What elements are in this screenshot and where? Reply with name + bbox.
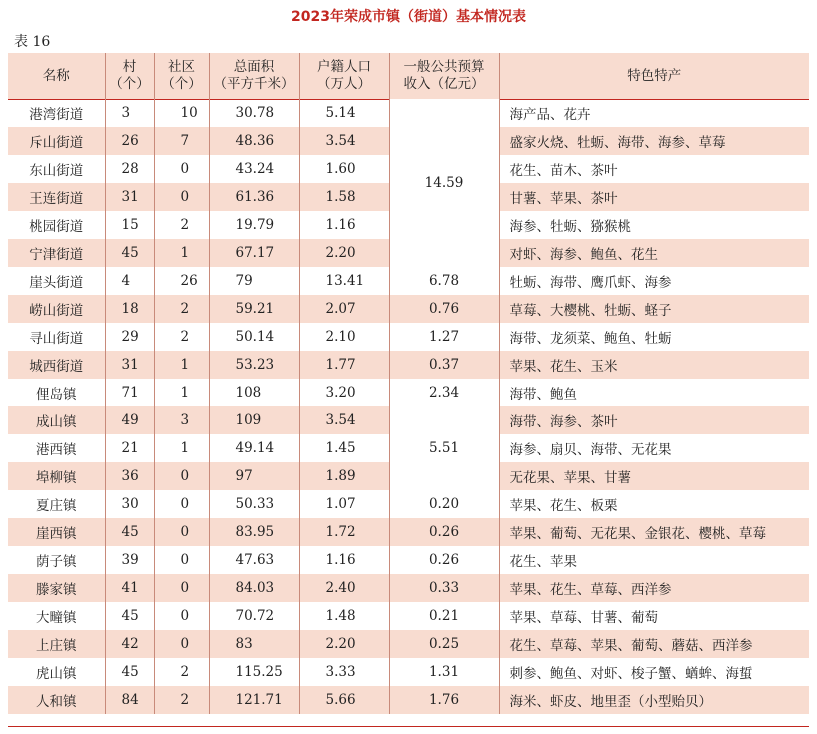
cell-population: 5.66 bbox=[299, 686, 389, 714]
cell-communities: 1 bbox=[154, 239, 209, 267]
cell-villages: 3 bbox=[105, 99, 154, 127]
table-row bbox=[8, 379, 809, 407]
cell-population: 3.54 bbox=[299, 406, 389, 434]
table-row bbox=[8, 602, 809, 630]
cell-communities: 0 bbox=[154, 490, 209, 518]
cell-area: 61.36 bbox=[209, 183, 299, 211]
cell-population: 1.72 bbox=[299, 518, 389, 546]
cell-area: 121.71 bbox=[209, 686, 299, 714]
cell-budget: 0.20 bbox=[389, 490, 499, 518]
cell-population: 1.89 bbox=[299, 462, 389, 490]
cell-specialty: 苹果、葡萄、无花果、金银花、樱桃、草莓 bbox=[499, 518, 809, 546]
cell-communities: 7 bbox=[154, 127, 209, 155]
table-row bbox=[8, 323, 809, 351]
cell-communities: 0 bbox=[154, 630, 209, 658]
cell-budget: 0.76 bbox=[389, 295, 499, 323]
cell-villages: 21 bbox=[105, 434, 154, 462]
cell-area: 49.14 bbox=[209, 434, 299, 462]
cell-population: 1.45 bbox=[299, 434, 389, 462]
table-row bbox=[8, 295, 809, 323]
cell-specialty: 花生、苹果 bbox=[499, 546, 809, 574]
table-row bbox=[8, 574, 809, 602]
cell-villages: 31 bbox=[105, 351, 154, 379]
cell-population: 13.41 bbox=[299, 267, 389, 295]
cell-population: 1.48 bbox=[299, 602, 389, 630]
cell-population: 1.16 bbox=[299, 211, 389, 239]
cell-villages: 84 bbox=[105, 686, 154, 714]
cell-villages: 45 bbox=[105, 518, 154, 546]
town-basic-info-table bbox=[8, 53, 809, 714]
table-row bbox=[8, 518, 809, 546]
cell-specialty: 花生、草莓、苹果、葡萄、蘑菇、西洋参 bbox=[499, 630, 809, 658]
cell-area: 47.63 bbox=[209, 546, 299, 574]
cell-area: 83 bbox=[209, 630, 299, 658]
cell-area: 70.72 bbox=[209, 602, 299, 630]
cell-communities: 2 bbox=[154, 323, 209, 351]
table-row bbox=[8, 686, 809, 714]
header-budget: 一般公共预算 收入（亿元） bbox=[389, 53, 499, 99]
cell-communities: 0 bbox=[154, 462, 209, 490]
cell-area: 97 bbox=[209, 462, 299, 490]
cell-communities: 2 bbox=[154, 295, 209, 323]
table-row bbox=[8, 658, 809, 686]
cell-name: 夏庄镇 bbox=[8, 490, 105, 518]
cell-budget: 0.26 bbox=[389, 518, 499, 546]
cell-population: 1.16 bbox=[299, 546, 389, 574]
cell-population: 3.33 bbox=[299, 658, 389, 686]
cell-budget: 0.26 bbox=[389, 546, 499, 574]
table-number: 表 16 bbox=[14, 34, 51, 50]
cell-population: 2.20 bbox=[299, 239, 389, 267]
cell-population: 3.54 bbox=[299, 127, 389, 155]
cell-specialty: 对虾、海参、鲍鱼、花生 bbox=[499, 239, 809, 267]
cell-specialty: 无花果、苹果、甘薯 bbox=[499, 462, 809, 490]
cell-area: 109 bbox=[209, 406, 299, 434]
cell-specialty: 牡蛎、海带、鹰爪虾、海参 bbox=[499, 267, 809, 295]
cell-villages: 26 bbox=[105, 127, 154, 155]
header-specialty: 特色特产 bbox=[499, 53, 809, 99]
cell-population: 2.40 bbox=[299, 574, 389, 602]
cell-communities: 1 bbox=[154, 351, 209, 379]
cell-villages: 15 bbox=[105, 211, 154, 239]
cell-name: 港西镇 bbox=[8, 434, 105, 462]
cell-budget: 2.34 bbox=[389, 379, 499, 407]
cell-specialty: 花生、苗木、茶叶 bbox=[499, 155, 809, 183]
table-row bbox=[8, 630, 809, 658]
cell-name: 埠柳镇 bbox=[8, 462, 105, 490]
cell-specialty: 海参、牡蛎、猕猴桃 bbox=[499, 211, 809, 239]
cell-name: 桃园街道 bbox=[8, 211, 105, 239]
cell-name: 斥山街道 bbox=[8, 127, 105, 155]
cell-specialty: 盛家火烧、牡蛎、海带、海参、草莓 bbox=[499, 127, 809, 155]
cell-name: 东山街道 bbox=[8, 155, 105, 183]
cell-population: 2.20 bbox=[299, 630, 389, 658]
cell-specialty: 苹果、草莓、甘薯、葡萄 bbox=[499, 602, 809, 630]
cell-communities: 0 bbox=[154, 574, 209, 602]
header-population: 户籍人口 （万人） bbox=[299, 53, 389, 99]
cell-budget: 0.33 bbox=[389, 574, 499, 602]
cell-communities: 0 bbox=[154, 183, 209, 211]
cell-villages: 42 bbox=[105, 630, 154, 658]
cell-name: 大疃镇 bbox=[8, 602, 105, 630]
cell-communities: 3 bbox=[154, 406, 209, 434]
cell-villages: 45 bbox=[105, 602, 154, 630]
cell-budget: 0.21 bbox=[389, 602, 499, 630]
cell-specialty: 海产品、花卉 bbox=[499, 99, 809, 127]
cell-specialty: 海带、海参、茶叶 bbox=[499, 406, 809, 434]
cell-population: 2.07 bbox=[299, 295, 389, 323]
cell-population: 1.77 bbox=[299, 351, 389, 379]
cell-population: 1.58 bbox=[299, 183, 389, 211]
cell-area: 53.23 bbox=[209, 351, 299, 379]
cell-villages: 29 bbox=[105, 323, 154, 351]
cell-name: 港湾街道 bbox=[8, 99, 105, 127]
cell-area: 108 bbox=[209, 379, 299, 407]
cell-villages: 49 bbox=[105, 406, 154, 434]
header-area: 总面积 （平方千米） bbox=[209, 53, 299, 99]
cell-communities: 0 bbox=[154, 546, 209, 574]
cell-budget: 1.76 bbox=[389, 686, 499, 714]
cell-villages: 45 bbox=[105, 658, 154, 686]
table-title: 2023年荣成市镇（街道）基本情况表 bbox=[291, 9, 526, 25]
cell-villages: 28 bbox=[105, 155, 154, 183]
cell-name: 崖头街道 bbox=[8, 267, 105, 295]
cell-specialty: 海参、扇贝、海带、无花果 bbox=[499, 434, 809, 462]
cell-villages: 71 bbox=[105, 379, 154, 407]
cell-communities: 26 bbox=[154, 267, 209, 295]
cell-name: 宁津街道 bbox=[8, 239, 105, 267]
cell-area: 59.21 bbox=[209, 295, 299, 323]
table-row bbox=[8, 546, 809, 574]
cell-communities: 2 bbox=[154, 686, 209, 714]
cell-specialty: 苹果、花生、板栗 bbox=[499, 490, 809, 518]
table-row bbox=[8, 267, 809, 295]
cell-area: 115.25 bbox=[209, 658, 299, 686]
cell-name: 城西街道 bbox=[8, 351, 105, 379]
cell-budget: 6.78 bbox=[389, 267, 499, 295]
header-villages: 村 （个） bbox=[105, 53, 154, 99]
table-bottom-rule bbox=[8, 726, 809, 727]
cell-communities: 10 bbox=[154, 99, 209, 127]
table-row bbox=[8, 99, 809, 127]
cell-name: 上庄镇 bbox=[8, 630, 105, 658]
cell-villages: 4 bbox=[105, 267, 154, 295]
cell-villages: 30 bbox=[105, 490, 154, 518]
cell-communities: 2 bbox=[154, 658, 209, 686]
cell-communities: 1 bbox=[154, 379, 209, 407]
cell-area: 30.78 bbox=[209, 99, 299, 127]
cell-population: 3.20 bbox=[299, 379, 389, 407]
cell-communities: 2 bbox=[154, 211, 209, 239]
cell-budget: 14.59 bbox=[389, 99, 499, 267]
cell-population: 2.10 bbox=[299, 323, 389, 351]
cell-area: 50.33 bbox=[209, 490, 299, 518]
cell-name: 崖西镇 bbox=[8, 518, 105, 546]
header-row bbox=[8, 53, 809, 99]
cell-villages: 36 bbox=[105, 462, 154, 490]
cell-name: 俚岛镇 bbox=[8, 379, 105, 407]
cell-specialty: 草莓、大樱桃、牡蛎、蛏子 bbox=[499, 295, 809, 323]
cell-specialty: 苹果、花生、草莓、西洋参 bbox=[499, 574, 809, 602]
table-row bbox=[8, 490, 809, 518]
cell-area: 84.03 bbox=[209, 574, 299, 602]
cell-name: 成山镇 bbox=[8, 406, 105, 434]
cell-villages: 45 bbox=[105, 239, 154, 267]
cell-name: 王连街道 bbox=[8, 183, 105, 211]
cell-population: 1.60 bbox=[299, 155, 389, 183]
cell-name: 崂山街道 bbox=[8, 295, 105, 323]
cell-villages: 39 bbox=[105, 546, 154, 574]
cell-specialty: 海带、龙须菜、鲍鱼、牡蛎 bbox=[499, 323, 809, 351]
cell-area: 48.36 bbox=[209, 127, 299, 155]
table-row bbox=[8, 351, 809, 379]
cell-name: 人和镇 bbox=[8, 686, 105, 714]
cell-specialty: 刺参、鲍鱼、对虾、梭子蟹、蝤蛑、海蜇 bbox=[499, 658, 809, 686]
cell-communities: 0 bbox=[154, 155, 209, 183]
cell-name: 滕家镇 bbox=[8, 574, 105, 602]
cell-communities: 0 bbox=[154, 602, 209, 630]
cell-budget: 1.27 bbox=[389, 323, 499, 351]
cell-villages: 31 bbox=[105, 183, 154, 211]
cell-specialty: 海米、虾皮、地里歪（小型贻贝） bbox=[499, 686, 809, 714]
table-body bbox=[8, 99, 809, 714]
cell-budget: 0.37 bbox=[389, 351, 499, 379]
cell-area: 83.95 bbox=[209, 518, 299, 546]
cell-area: 67.17 bbox=[209, 239, 299, 267]
header-name: 名称 bbox=[8, 53, 105, 99]
cell-name: 寻山街道 bbox=[8, 323, 105, 351]
cell-villages: 18 bbox=[105, 295, 154, 323]
cell-name: 荫子镇 bbox=[8, 546, 105, 574]
header-communities: 社区 （个） bbox=[154, 53, 209, 99]
cell-budget: 0.25 bbox=[389, 630, 499, 658]
table-row bbox=[8, 406, 809, 434]
cell-specialty: 苹果、花生、玉米 bbox=[499, 351, 809, 379]
cell-communities: 1 bbox=[154, 434, 209, 462]
cell-area: 79 bbox=[209, 267, 299, 295]
cell-budget: 1.31 bbox=[389, 658, 499, 686]
cell-name: 虎山镇 bbox=[8, 658, 105, 686]
cell-specialty: 甘薯、苹果、茶叶 bbox=[499, 183, 809, 211]
cell-population: 1.07 bbox=[299, 490, 389, 518]
cell-area: 50.14 bbox=[209, 323, 299, 351]
cell-budget: 5.51 bbox=[389, 406, 499, 490]
cell-specialty: 海带、鲍鱼 bbox=[499, 379, 809, 407]
cell-population: 5.14 bbox=[299, 99, 389, 127]
cell-area: 19.79 bbox=[209, 211, 299, 239]
cell-villages: 41 bbox=[105, 574, 154, 602]
cell-communities: 0 bbox=[154, 518, 209, 546]
cell-area: 43.24 bbox=[209, 155, 299, 183]
